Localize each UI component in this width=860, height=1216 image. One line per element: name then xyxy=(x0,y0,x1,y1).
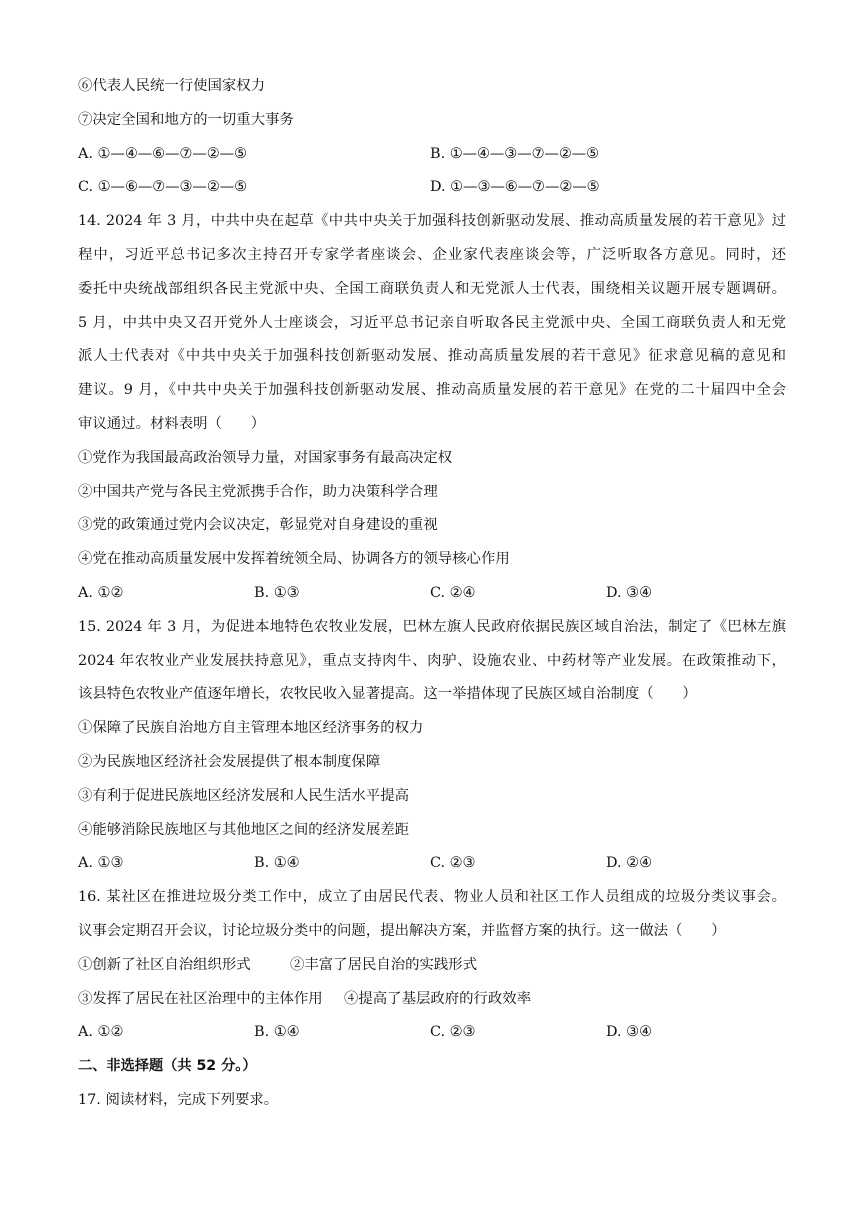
q14-statement-2: ②中国共产党与各民主党派携手合作，助力决策科学合理 xyxy=(78,483,438,500)
section-heading: 二、非选择题（共 52 分。） xyxy=(78,1058,257,1075)
q13-option-d[interactable]: D. ①—③—⑥—⑦—②—⑤ xyxy=(430,179,600,196)
q14-option-c[interactable]: C. ②④ xyxy=(430,584,476,601)
q16-statements-row-1 xyxy=(78,949,786,983)
q13-options-row-1 xyxy=(78,138,786,172)
q14-stem-line: 程中，习近平总书记多次主持召开专家学者座谈会、企业家代表座谈会等，广泛听取各方意见。同时，还 xyxy=(78,246,786,263)
q15-options-row xyxy=(78,847,786,881)
q14-options-row xyxy=(78,577,786,611)
q15-option-c[interactable]: C. ②③ xyxy=(430,855,476,872)
q14-stem-line: 委托中央统战部组织各民主党派中央、全国工商联负责人和无党派人士代表，围绕相关议题开展专题调研。 xyxy=(78,280,786,297)
q16-statement-2: ②丰富了居民自治的实践形式 xyxy=(290,956,478,973)
q15-statement-4: ④能够消除民族地区与其他地区之间的经济发展差距 xyxy=(78,821,409,838)
exam-page xyxy=(78,70,786,1118)
q13-option-a[interactable]: A. ①—④—⑥—⑦—②—⑤ xyxy=(78,145,247,162)
q14-stem-line: 派人士代表对《中共中央关于加强科技创新驱动发展、推动高质量发展的若干意见》征求意见稿的意见和 xyxy=(78,348,786,365)
q15-statement-2: ②为民族地区经济社会发展提供了根本制度保障 xyxy=(78,753,381,770)
q16-option-d[interactable]: D. ③④ xyxy=(606,1024,652,1041)
q14-stem-line: 14. 2024 年 3 月，中共中央在起草《中共中央关于加强科技创新驱动发展、推动高质量发展的若干意见》过 xyxy=(78,213,786,230)
q15-stem-line: 15. 2024 年 3 月，为促进本地特色农牧业发展，巴林左旗人民政府依据民族区域自治法，制定了《巴林左旗 xyxy=(78,618,786,635)
q13-item-6: ⑥代表人民统一行使国家权力 xyxy=(78,78,266,94)
q14-statement-1: ①党作为我国最高政治领导力量，对国家事务有最高决定权 xyxy=(78,449,453,466)
q14-stem-line: 5 月，中共中央又召开党外人士座谈会，习近平总书记亲自听取各民主党派中央、全国工商联负责人和无党 xyxy=(78,314,786,331)
q16-option-c[interactable]: C. ②③ xyxy=(430,1024,476,1041)
q15-statement-1: ①保障了民族自治地方自主管理本地区经济事务的权力 xyxy=(78,720,424,737)
q14-statement-4: ④党在推动高质量发展中发挥着统领全局、协调各方的领导核心作用 xyxy=(78,551,510,568)
q16-statement-3: ③发挥了居民在社区治理中的主体作用 xyxy=(78,990,323,1007)
q17-stem: 17. 阅读材料，完成下列要求。 xyxy=(78,1091,279,1108)
q14-stem-line: 建议。9 月，《中共中央关于加强科技创新驱动发展、推动高质量发展的若干意见》在党的二十届四中全会 xyxy=(78,382,786,399)
q16-statement-1: ①创新了社区自治组织形式 xyxy=(78,956,251,973)
q14-statement-3: ③党的政策通过党内会议决定，彰显党对自身建设的重视 xyxy=(78,517,438,534)
q15-stem-line: 2024 年农牧业产业发展扶持意见》，重点支持肉牛、肉驴、设施农业、中药材等产业发展。在政策推动下， xyxy=(78,652,786,669)
q16-stem-line: 议事会定期召开会议，讨论垃圾分类中的问题，提出解决方案，并监督方案的执行。这一做法（ ） xyxy=(78,922,726,939)
q15-option-d[interactable]: D. ②④ xyxy=(606,855,652,872)
q15-statement-3: ③有利于促进民族地区经济发展和人民生活水平提高 xyxy=(78,787,409,804)
q13-options-row-2 xyxy=(78,171,786,205)
q14-option-d[interactable]: D. ③④ xyxy=(606,584,652,601)
q15-stem-line: 该县特色农牧业产值逐年增长，农牧民收入显著提高。这一举措体现了民族区域自治制度（ ） xyxy=(78,686,697,703)
q14-option-a[interactable]: A. ①② xyxy=(78,584,124,601)
q14-option-b[interactable]: B. ①③ xyxy=(254,584,300,601)
q13-option-b[interactable]: B. ①—④—③—⑦—②—⑤ xyxy=(430,145,600,162)
q16-stem-line: 16. 某社区在推进垃圾分类工作中，成立了由居民代表、物业人员和社区工作人员组成的垃圾分类议事会。 xyxy=(78,889,786,906)
q16-statement-4: ④提高了基层政府的行政效率 xyxy=(344,990,532,1007)
q16-statements-row-2 xyxy=(78,983,786,1017)
q16-option-b[interactable]: B. ①④ xyxy=(254,1024,300,1041)
q16-option-a[interactable]: A. ①② xyxy=(78,1024,124,1041)
q14-stem-line: 审议通过。材料表明（ ） xyxy=(78,415,266,432)
q13-option-c[interactable]: C. ①—⑥—⑦—③—②—⑤ xyxy=(78,179,248,196)
q15-option-b[interactable]: B. ①④ xyxy=(254,855,300,872)
q15-option-a[interactable]: A. ①③ xyxy=(78,855,124,872)
q13-item-7: ⑦决定全国和地方的一切重大事务 xyxy=(78,111,294,128)
q16-options-row xyxy=(78,1016,786,1050)
